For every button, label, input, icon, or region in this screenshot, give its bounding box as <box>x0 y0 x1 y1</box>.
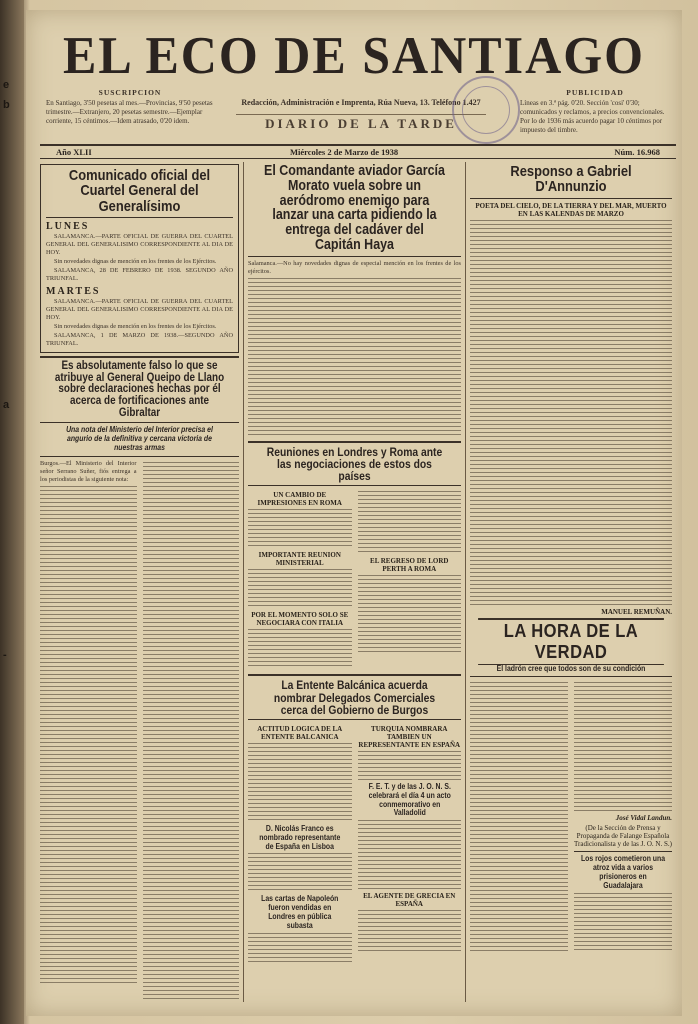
dateline-date: Miércoles 2 de Marzo de 1938 <box>290 147 399 157</box>
book-spine: e b a - <box>0 0 24 1024</box>
dateline-year: Año XLII <box>56 147 92 157</box>
section-lunes: LUNES <box>46 220 90 232</box>
column-2 <box>248 164 461 1004</box>
publicidad-text: Líneas en 3.ª pág. 0'20. Sección 'cosi' 0'30; comunicados y reclamos, a precios convencionales. Por lo de 1936 más acuerdo pagar 10 céntimos por impuesto del timbre. <box>520 99 665 134</box>
dannunzio-signature: MANUEL REMUÑAN. <box>601 607 672 616</box>
falso-headline: Es absolutamente falso lo que se atribuye al General Queipo de Llano sobre declaraciones hechas por él acerca de fortificaciones ante Gibraltar <box>54 359 225 419</box>
subscription-text: En Santiago, 3'50 pesetas al mes.—Provincias, 9'50 pesetas trimestre.—Extranjero, 20 pesetas semestre.—Ejemplar corriente, 15 céntimos.—Idem atrasado, 0'20 idem. <box>46 99 213 125</box>
library-stamp-icon <box>452 76 520 144</box>
subhead-perth: EL REGRESO DE LORD PERTH A ROMA <box>370 557 449 574</box>
diario-subtitle: DIARIO DE LA TARDE <box>236 114 486 132</box>
article-lead: Burgos.—El Ministerio del Interior señor Serrano Suñer, fiós entrega a los periodistas de la siguiente nota: <box>40 459 137 483</box>
publicidad-box <box>520 88 670 135</box>
subscription-box <box>46 88 214 126</box>
garcia-morato-lead: Salamanca.—No hay novedades dignas de especial mención en los frentes de los ejércitos. <box>248 259 461 275</box>
subhead-turquia: TURQUIA NOMBRARA TAMBIEN UN REPRESENTANTE EN ESPAÑA <box>358 725 461 750</box>
entente-headline: La Entente Balcánica acuerda nombrar Delegados Comerciales cerca del Gobierno de Burgos <box>273 678 436 717</box>
subhead-reunion: IMPORTANTE REUNION MINISTERIAL <box>258 551 341 568</box>
communique-box <box>40 164 239 353</box>
franco-headline: D. Nicolás Franco es nombrado representante de España en Lisboa <box>259 824 341 851</box>
lunes-text: SALAMANCA.—PARTE OFICIAL DE GUERRA DEL CUARTEL GENERAL DEL GENERALISIMO CORRESPONDIENTE AL DIA DE HOY. Sin novedades dignas de mención en los frentes de los Ejércitos. SALAMANCA, 28 DE FEBRERO DE 1938. SEGUNDO AÑO TRIUNFAL. <box>46 232 233 282</box>
garcia-morato-body <box>248 278 461 438</box>
falange-caption: (De la Sección de Prensa y Propaganda de Falange Española Tradicionalista y de las J. O. N. S.) <box>574 824 672 849</box>
article-body-text <box>143 462 240 1002</box>
martes-text: SALAMANCA.—PARTE OFICIAL DE GUERRA DEL CUARTEL GENERAL DEL GENERALISIMO CORRESPONDIENTE AL DIA DE HOY. Sin novedades dignas de mención en los frentes de los Ejércitos. SALAMANCA, 1 DE MARZO DE 1938.—SEGUNDO AÑO TRIUNFAL. <box>46 297 233 347</box>
garcia-morato-headline: El Comandante aviador García Morato vuela sobre un aeródromo enemigo para lanzar una carta pidiendo la entrega del cadáver del Capitán Haya <box>264 164 445 253</box>
dannunzio-caption: POETA DEL CIELO, DE LA TIERRA Y DEL MAR, MUERTO EN LAS KALENDAS DE MARZO <box>475 201 667 218</box>
reuniones-headline: Reuniones en Londres y Roma ante las negociaciones de estos dos países <box>266 444 443 484</box>
hora-verdad-headline: LA HORA DE LA VERDAD <box>478 618 664 665</box>
dannunzio-body <box>470 220 672 606</box>
masthead-title: EL ECO DE SANTIAGO <box>63 25 645 85</box>
newspaper-page <box>26 10 682 1016</box>
column-1 <box>40 164 239 1004</box>
rojos-headline: Los rojos cometieron una atroz vida a varios prisioneros en Guadalajara <box>580 854 666 890</box>
column-3 <box>470 164 672 1004</box>
dannunzio-headline: Responso a Gabriel D'Annunzio <box>510 164 632 196</box>
column-rule <box>465 162 466 1002</box>
section-martes: MARTES <box>46 285 101 297</box>
subscription-heading: SUSCRIPCION <box>98 88 162 97</box>
article-body-text <box>40 486 137 986</box>
napoleon-headline: Las cartas de Napoleón fueron vendidas en Londres en pública subasta <box>261 894 339 930</box>
subhead-actitud: ACTITUD LOGICA DE LA ENTENTE BALCANICA <box>257 725 343 742</box>
redaccion-address: Redacción, Administración e Imprenta, Rúa Nueva, 13. Teléfono 1.427 <box>241 98 481 107</box>
fet-headline: F. E. T. y de las J. O. N. S. celebrará el día 4 un acto conmemorativo en Valladolid <box>368 782 451 818</box>
communique-headline: Comunicado oficial del Cuartel General del Generalísimo <box>68 167 211 215</box>
column-rule <box>243 162 244 1002</box>
subhead-italia: POR EL MOMENTO SOLO SE NEGOCIARA CON ITALIA <box>251 611 349 628</box>
ministry-note-subhead: Una nota del Ministerio del Interior precisa el angurio de la definitiva y cercana victoria de nuestras armas <box>66 425 213 453</box>
hora-verdad-body <box>470 682 568 952</box>
subhead-cambio: UN CAMBIO DE IMPRESIONES EN ROMA <box>257 491 342 508</box>
dateline <box>40 144 676 159</box>
subhead-grecia: EL AGENTE DE GRECIA EN ESPAÑA <box>363 892 456 909</box>
hora-verdad-subhead: El ladrón cree que todos son de su condición <box>496 663 646 673</box>
publicidad-heading: PUBLICIDAD <box>566 88 624 97</box>
dateline-number: Núm. 16.968 <box>614 147 660 157</box>
vidal-signature: José Vidal Landun. <box>615 814 672 823</box>
